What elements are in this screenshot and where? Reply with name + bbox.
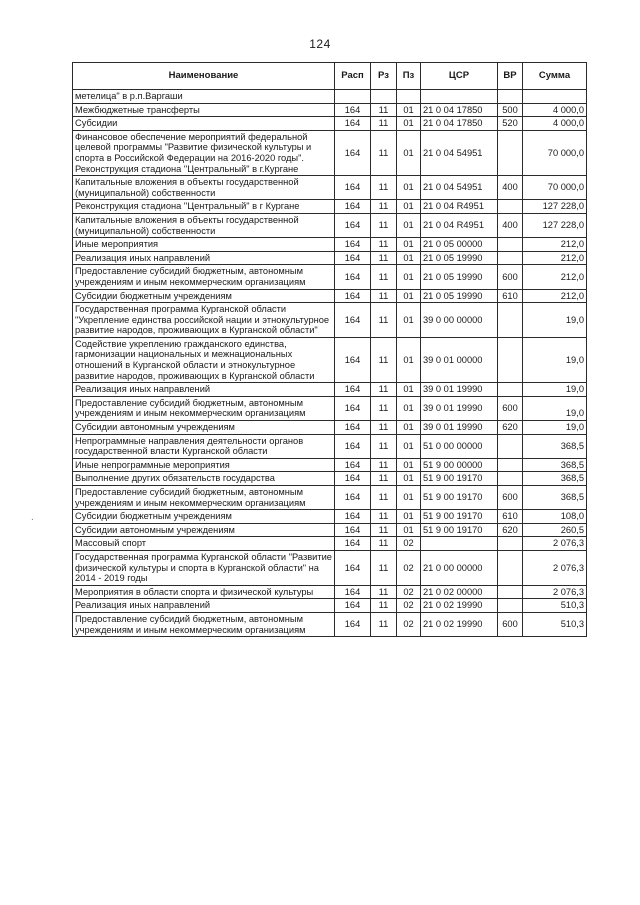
cell-name: Субсидии бюджетным учреждениям	[73, 510, 335, 524]
header-csr: ЦСР	[421, 63, 498, 90]
cell-rasp: 164	[335, 383, 371, 397]
cell-rz: 11	[371, 421, 397, 435]
cell-rasp: 164	[335, 176, 371, 200]
cell-pz: 01	[397, 103, 421, 117]
table-row	[73, 458, 587, 472]
cell-pz: 01	[397, 303, 421, 338]
cell-pz: 01	[397, 472, 421, 486]
header-rasp: Расп	[335, 63, 371, 90]
cell-vr: 620	[498, 523, 523, 537]
cell-rasp: 164	[335, 238, 371, 252]
cell-sum: 127 228,0	[523, 213, 587, 237]
cell-sum: 70 000,0	[523, 176, 587, 200]
cell-rasp: 164	[335, 213, 371, 237]
cell-csr: 21 0 00 00000	[421, 550, 498, 585]
cell-sum: 2 076,3	[523, 537, 587, 551]
cell-pz: 01	[397, 421, 421, 435]
cell-rasp: 164	[335, 599, 371, 613]
budget-table	[72, 62, 587, 637]
cell-sum: 19,0	[523, 337, 587, 382]
cell-rasp: 164	[335, 130, 371, 175]
cell-rz: 11	[371, 213, 397, 237]
cell-sum: 510,3	[523, 599, 587, 613]
cell-csr: 39 0 01 19990	[421, 396, 498, 420]
cell-rasp: 164	[335, 117, 371, 131]
cell-vr	[498, 585, 523, 599]
table-row	[73, 337, 587, 382]
cell-sum: 212,0	[523, 289, 587, 303]
cell-vr	[498, 472, 523, 486]
cell-rasp: 164	[335, 103, 371, 117]
cell-vr	[498, 458, 523, 472]
page-number: 124	[309, 37, 331, 51]
cell-vr: 600	[498, 612, 523, 636]
cell-sum: 2 076,3	[523, 550, 587, 585]
cell-vr	[498, 238, 523, 252]
cell-vr	[498, 200, 523, 214]
cell-name: Субсидии автономным учреждениям	[73, 523, 335, 537]
table-row	[73, 289, 587, 303]
cell-rz: 11	[371, 486, 397, 510]
cell-pz: 01	[397, 486, 421, 510]
table-row	[73, 550, 587, 585]
cell-rz: 11	[371, 103, 397, 117]
cell-rz: 11	[371, 289, 397, 303]
cell-csr: 21 0 04 R4951	[421, 213, 498, 237]
cell-rz: 11	[371, 117, 397, 131]
cell-name: Содействие укреплению гражданского единства, гармонизации национальных и межнациональных отношений в Курганской области и этнокультурное развитие народов, проживающих в Курганской области	[73, 337, 335, 382]
cell-csr: 21 0 05 19990	[421, 251, 498, 265]
cell-rasp: 164	[335, 200, 371, 214]
cell-vr	[498, 130, 523, 175]
header-name: Наименование	[73, 63, 335, 90]
table-row	[73, 599, 587, 613]
cell-rz: 11	[371, 472, 397, 486]
cell-sum: 127 228,0	[523, 200, 587, 214]
cell-csr: 21 0 04 17850	[421, 117, 498, 131]
cell-pz: 02	[397, 599, 421, 613]
cell-vr: 600	[498, 265, 523, 289]
cell-pz: 02	[397, 550, 421, 585]
cell-rz: 11	[371, 434, 397, 458]
cell-sum: 19,0	[523, 421, 587, 435]
table-row	[73, 434, 587, 458]
cell-vr	[498, 251, 523, 265]
cell-vr	[498, 434, 523, 458]
cell-rz: 11	[371, 396, 397, 420]
cell-name: Субсидии бюджетным учреждениям	[73, 289, 335, 303]
cell-pz: 02	[397, 612, 421, 636]
table-row	[73, 238, 587, 252]
cell-vr: 400	[498, 213, 523, 237]
cell-vr: 610	[498, 289, 523, 303]
cell-rz: 11	[371, 523, 397, 537]
cell-rasp: 164	[335, 486, 371, 510]
cell-name: Реконструкция стадиона "Центральный" в г Кургане	[73, 200, 335, 214]
cell-pz: 01	[397, 176, 421, 200]
cell-pz: 01	[397, 130, 421, 175]
cell-vr	[498, 537, 523, 551]
table-row	[73, 523, 587, 537]
cell-rz: 11	[371, 599, 397, 613]
cell-pz: 01	[397, 213, 421, 237]
cell-rasp: 164	[335, 265, 371, 289]
cell-rasp: 164	[335, 612, 371, 636]
cell-pz: 01	[397, 251, 421, 265]
cell-name: Иные мероприятия	[73, 238, 335, 252]
cell-pz: 01	[397, 238, 421, 252]
cell-name: Субсидии автономным учреждениям	[73, 421, 335, 435]
cell-vr	[498, 383, 523, 397]
cell-rasp: 164	[335, 458, 371, 472]
cell-name: Мероприятия в области спорта и физической культуры	[73, 585, 335, 599]
cell-csr: 21 0 04 R4951	[421, 200, 498, 214]
cell-sum: 368,5	[523, 434, 587, 458]
cell-name: Непрограммные направления деятельности органов государственной власти Курганской области	[73, 434, 335, 458]
cell-name: Реализация иных направлений	[73, 251, 335, 265]
cell-name: Капитальные вложения в объекты государственной (муниципальной) собственности	[73, 213, 335, 237]
table-row	[73, 130, 587, 175]
cell-sum: 108,0	[523, 510, 587, 524]
table-row	[73, 265, 587, 289]
table-row	[73, 90, 587, 104]
table-row	[73, 396, 587, 420]
cell-pz: 01	[397, 523, 421, 537]
cell-csr: 21 0 04 17850	[421, 103, 498, 117]
cell-rz: 11	[371, 458, 397, 472]
cell-rz: 11	[371, 585, 397, 599]
cell-rz: 11	[371, 383, 397, 397]
cell-pz: 01	[397, 289, 421, 303]
cell-sum: 368,5	[523, 458, 587, 472]
cell-pz: 01	[397, 458, 421, 472]
cell-pz: 01	[397, 265, 421, 289]
cell-rasp: 164	[335, 510, 371, 524]
cell-rasp: 164	[335, 523, 371, 537]
cell-rasp	[335, 90, 371, 104]
cell-csr: 21 0 05 19990	[421, 265, 498, 289]
cell-rasp: 164	[335, 537, 371, 551]
cell-sum: 19,0	[523, 303, 587, 338]
table-header-row	[73, 63, 587, 90]
table-row	[73, 585, 587, 599]
cell-rz: 11	[371, 303, 397, 338]
header-pz: Пз	[397, 63, 421, 90]
cell-csr: 21 0 02 00000	[421, 585, 498, 599]
cell-rasp: 164	[335, 337, 371, 382]
cell-rasp: 164	[335, 396, 371, 420]
cell-csr: 21 0 02 19990	[421, 612, 498, 636]
cell-rasp: 164	[335, 421, 371, 435]
cell-rasp: 164	[335, 550, 371, 585]
scan-speck: .	[31, 512, 34, 523]
cell-rz: 11	[371, 251, 397, 265]
cell-pz: 01	[397, 434, 421, 458]
cell-rz: 11	[371, 612, 397, 636]
cell-sum: 368,5	[523, 472, 587, 486]
cell-csr: 51 9 00 19170	[421, 486, 498, 510]
cell-sum: 368,5	[523, 486, 587, 510]
cell-csr: 21 0 05 19990	[421, 289, 498, 303]
cell-vr: 400	[498, 176, 523, 200]
cell-pz	[397, 90, 421, 104]
cell-sum: 70 000,0	[523, 130, 587, 175]
table-row	[73, 117, 587, 131]
header-vr: ВР	[498, 63, 523, 90]
cell-name: Выполнение других обязательств государства	[73, 472, 335, 486]
cell-sum: 212,0	[523, 265, 587, 289]
cell-csr: 39 0 00 00000	[421, 303, 498, 338]
table-row	[73, 200, 587, 214]
cell-name: Капитальные вложения в объекты государственной (муниципальной) собственности	[73, 176, 335, 200]
cell-pz: 01	[397, 383, 421, 397]
cell-rasp: 164	[335, 434, 371, 458]
cell-csr	[421, 537, 498, 551]
cell-sum: 510,3	[523, 612, 587, 636]
cell-rz: 11	[371, 550, 397, 585]
cell-vr: 600	[498, 396, 523, 420]
cell-vr	[498, 599, 523, 613]
cell-pz: 01	[397, 200, 421, 214]
cell-csr: 21 0 04 54951	[421, 130, 498, 175]
table-row	[73, 303, 587, 338]
cell-name: Реализация иных направлений	[73, 383, 335, 397]
cell-rz: 11	[371, 130, 397, 175]
cell-csr: 39 0 01 19990	[421, 421, 498, 435]
cell-name: Государственная программа Курганской области "Развитие физической культуры и спорта в Курганской области" на 2014 - 2019 годы	[73, 550, 335, 585]
cell-sum: 212,0	[523, 238, 587, 252]
cell-sum: 212,0	[523, 251, 587, 265]
cell-rasp: 164	[335, 585, 371, 599]
cell-name: Предоставление субсидий бюджетным, автономным учреждениям и иным некоммерческим организациям	[73, 486, 335, 510]
cell-csr: 51 9 00 19170	[421, 472, 498, 486]
cell-vr	[498, 90, 523, 104]
cell-csr: 51 9 00 19170	[421, 523, 498, 537]
cell-pz: 02	[397, 585, 421, 599]
table-row	[73, 510, 587, 524]
table-row	[73, 103, 587, 117]
cell-rz	[371, 90, 397, 104]
cell-rasp: 164	[335, 303, 371, 338]
cell-csr: 21 0 04 54951	[421, 176, 498, 200]
cell-pz: 01	[397, 396, 421, 420]
cell-vr: 620	[498, 421, 523, 435]
cell-sum: 4 000,0	[523, 103, 587, 117]
cell-sum: 2 076,3	[523, 585, 587, 599]
cell-rz: 11	[371, 537, 397, 551]
cell-name: Субсидии	[73, 117, 335, 131]
cell-sum: 19,0	[523, 383, 587, 397]
cell-csr: 39 0 01 00000	[421, 337, 498, 382]
table-row	[73, 213, 587, 237]
cell-csr	[421, 90, 498, 104]
table-body	[73, 90, 587, 637]
cell-sum: 19,0	[523, 396, 587, 420]
cell-name: Предоставление субсидий бюджетным, автономным учреждениям и иным некоммерческим организациям	[73, 612, 335, 636]
cell-name: Государственная программа Курганской области "Укрепление единства российской нации и этнокультурное развитие народов, проживающих в Курганской области"	[73, 303, 335, 338]
cell-rz: 11	[371, 238, 397, 252]
cell-vr: 610	[498, 510, 523, 524]
cell-sum: 4 000,0	[523, 117, 587, 131]
cell-vr	[498, 550, 523, 585]
cell-csr: 21 0 02 19990	[421, 599, 498, 613]
cell-pz: 01	[397, 337, 421, 382]
cell-vr: 500	[498, 103, 523, 117]
cell-rz: 11	[371, 176, 397, 200]
cell-vr: 600	[498, 486, 523, 510]
cell-csr: 39 0 01 19990	[421, 383, 498, 397]
table-row	[73, 421, 587, 435]
cell-vr	[498, 337, 523, 382]
table-row	[73, 612, 587, 636]
cell-rz: 11	[371, 337, 397, 382]
table-row	[73, 176, 587, 200]
cell-rasp: 164	[335, 472, 371, 486]
cell-csr: 51 9 00 00000	[421, 458, 498, 472]
cell-vr	[498, 303, 523, 338]
cell-rasp: 164	[335, 251, 371, 265]
header-sum: Сумма	[523, 63, 587, 90]
cell-sum	[523, 90, 587, 104]
cell-name: Межбюджетные трансферты	[73, 103, 335, 117]
cell-csr: 51 0 00 00000	[421, 434, 498, 458]
table-row	[73, 383, 587, 397]
table-row	[73, 251, 587, 265]
cell-name: Массовый спорт	[73, 537, 335, 551]
cell-rz: 11	[371, 265, 397, 289]
header-rz: Рз	[371, 63, 397, 90]
cell-name: Реализация иных направлений	[73, 599, 335, 613]
cell-sum: 260,5	[523, 523, 587, 537]
cell-csr: 21 0 05 00000	[421, 238, 498, 252]
cell-pz: 02	[397, 537, 421, 551]
cell-name: метелица" в р.п.Варгаши	[73, 90, 335, 104]
table-row	[73, 486, 587, 510]
cell-rz: 11	[371, 200, 397, 214]
cell-rz: 11	[371, 510, 397, 524]
cell-name: Иные непрограммные мероприятия	[73, 458, 335, 472]
table-row	[73, 537, 587, 551]
cell-pz: 01	[397, 510, 421, 524]
table-row	[73, 472, 587, 486]
cell-rasp: 164	[335, 289, 371, 303]
cell-csr: 51 9 00 19170	[421, 510, 498, 524]
cell-name: Предоставление субсидий бюджетным, автономным учреждениям и иным некоммерческим организациям	[73, 396, 335, 420]
cell-name: Предоставление субсидий бюджетным, автономным учреждениям и иным некоммерческим организациям	[73, 265, 335, 289]
cell-vr: 520	[498, 117, 523, 131]
cell-name: Финансовое обеспечение мероприятий федеральной целевой программы "Развитие физической культуры и спорта в Российской Федерации на 2016-2020 годы". Реконструкция стадиона "Центральный" в г.Кургане	[73, 130, 335, 175]
cell-pz: 01	[397, 117, 421, 131]
